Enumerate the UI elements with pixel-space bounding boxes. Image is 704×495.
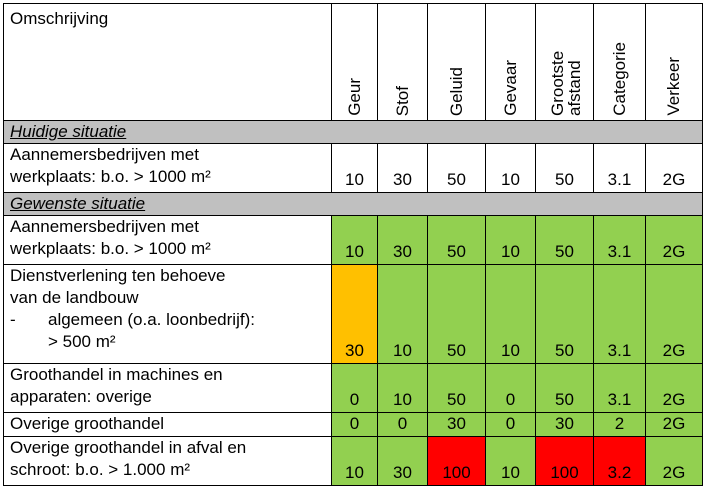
cell-gevaar: 10 — [486, 144, 536, 193]
table-row — [4, 437, 703, 486]
description-line: apparaten: overige — [10, 387, 152, 406]
section-header-row — [4, 121, 703, 144]
sub-item — [10, 309, 325, 353]
cell-categorie: 3.2 — [594, 437, 646, 486]
row-description — [4, 144, 332, 193]
description-line: werkplaats: b.o. > 1000 m² — [10, 239, 211, 258]
cell-categorie: 3.1 — [594, 144, 646, 193]
header-verkeer: Verkeer — [646, 4, 703, 121]
description-line: Aannemersbedrijven met — [10, 217, 199, 236]
cell-gevaar: 10 — [486, 437, 536, 486]
table-row — [4, 216, 703, 265]
cell-geluid: 50 — [428, 364, 486, 413]
sub-item-line: > 500 m² — [48, 332, 116, 351]
cell-geluid: 50 — [428, 265, 486, 364]
row-description — [4, 413, 332, 437]
cell-gevaar: 0 — [486, 364, 536, 413]
cell-categorie: 3.1 — [594, 265, 646, 364]
description-line: Overige groothandel — [10, 414, 165, 433]
cell-gevaar: 10 — [486, 265, 536, 364]
description-line: Overige groothandel in afval en — [10, 438, 247, 457]
cell-geur: 0 — [332, 364, 378, 413]
environment-category-table — [3, 3, 703, 486]
cell-grootste-afstand: 50 — [536, 144, 594, 193]
cell-geur: 10 — [332, 437, 378, 486]
cell-grootste-afstand: 100 — [536, 437, 594, 486]
cell-stof: 30 — [378, 216, 428, 265]
sub-item-line: algemeen (o.a. loonbedrijf): — [48, 310, 255, 329]
description-line: Aannemersbedrijven met — [10, 145, 199, 164]
section-header-row — [4, 193, 703, 216]
cell-geur: 30 — [332, 265, 378, 364]
description-line: Dienstverlening ten behoeve — [10, 266, 226, 285]
cell-gevaar: 0 — [486, 413, 536, 437]
cell-categorie: 2 — [594, 413, 646, 437]
cell-stof: 10 — [378, 265, 428, 364]
table-row — [4, 144, 703, 193]
header-geur: Geur — [332, 4, 378, 121]
row-description — [4, 216, 332, 265]
cell-verkeer: 2G — [646, 216, 703, 265]
cell-verkeer: 2G — [646, 265, 703, 364]
section-title: Huidige situatie — [4, 121, 703, 144]
cell-stof: 30 — [378, 437, 428, 486]
cell-stof: 30 — [378, 144, 428, 193]
row-description — [4, 364, 332, 413]
description-line: schroot: b.o. > 1.000 m² — [10, 460, 191, 479]
cell-geluid: 100 — [428, 437, 486, 486]
row-description — [4, 437, 332, 486]
header-grootste-afstand: Grootste afstand — [536, 4, 594, 121]
section-title: Gewenste situatie — [4, 193, 703, 216]
sub-item-text — [48, 309, 255, 353]
cell-grootste-afstand: 50 — [536, 216, 594, 265]
cell-stof: 0 — [378, 413, 428, 437]
cell-geur: 10 — [332, 144, 378, 193]
cell-geluid: 30 — [428, 413, 486, 437]
header-geluid: Geluid — [428, 4, 486, 121]
header-stof: Stof — [378, 4, 428, 121]
cell-geur: 0 — [332, 413, 378, 437]
table-row — [4, 364, 703, 413]
cell-verkeer: 2G — [646, 437, 703, 486]
cell-geluid: 50 — [428, 144, 486, 193]
cell-verkeer: 2G — [646, 413, 703, 437]
header-gevaar: Gevaar — [486, 4, 536, 121]
cell-gevaar: 10 — [486, 216, 536, 265]
cell-categorie: 3.1 — [594, 364, 646, 413]
cell-grootste-afstand: 50 — [536, 364, 594, 413]
description-line: werkplaats: b.o. > 1000 m² — [10, 167, 211, 186]
row-description — [4, 265, 332, 364]
cell-grootste-afstand: 30 — [536, 413, 594, 437]
cell-verkeer: 2G — [646, 144, 703, 193]
header-categorie: Categorie — [594, 4, 646, 121]
table-row — [4, 265, 703, 364]
header-description: Omschrijving — [4, 4, 332, 121]
description-line: Groothandel in machines en — [10, 365, 223, 384]
cell-categorie: 3.1 — [594, 216, 646, 265]
table-body — [4, 121, 703, 486]
table-row — [4, 413, 703, 437]
header-row — [4, 4, 703, 121]
sub-item-dash: - — [10, 310, 16, 329]
cell-stof: 10 — [378, 364, 428, 413]
cell-verkeer: 2G — [646, 364, 703, 413]
cell-grootste-afstand: 50 — [536, 265, 594, 364]
cell-geluid: 50 — [428, 216, 486, 265]
description-line: van de landbouw — [10, 288, 139, 307]
cell-geur: 10 — [332, 216, 378, 265]
